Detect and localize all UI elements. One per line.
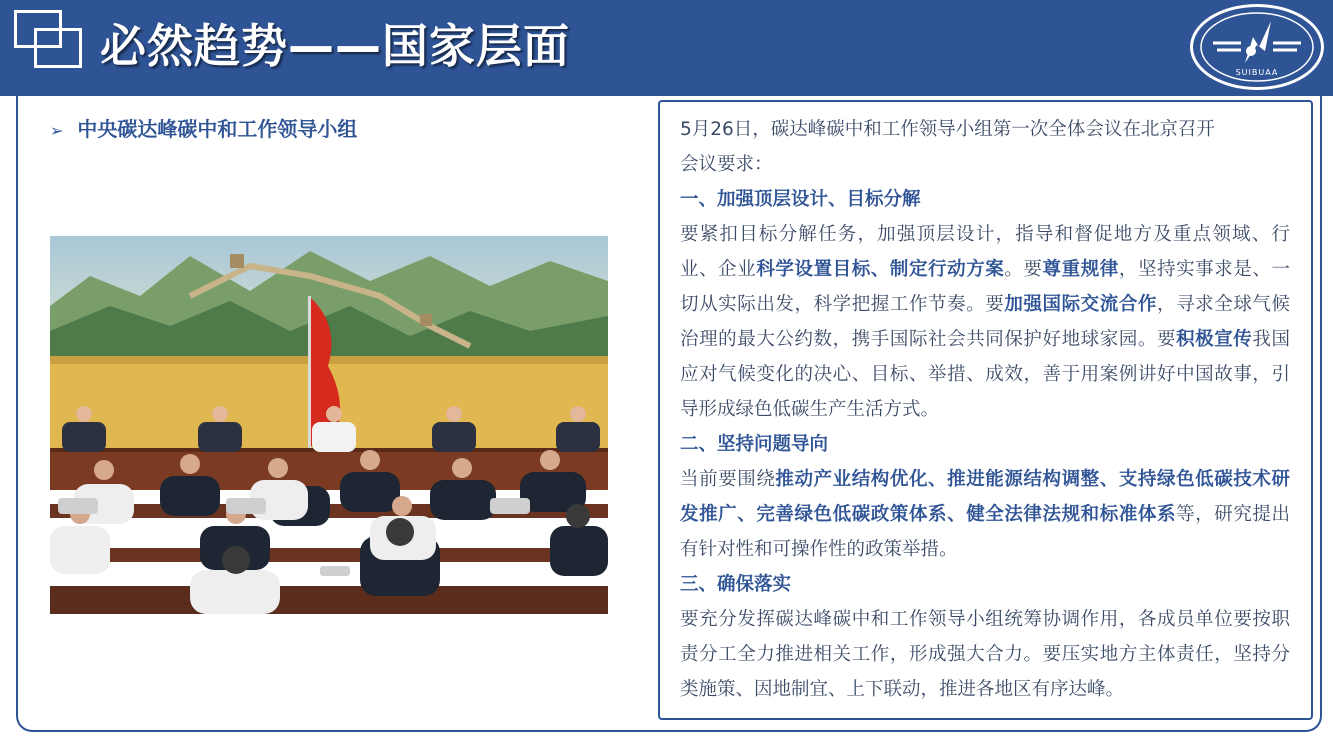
meeting-photo — [50, 236, 608, 614]
meeting-date-line: 5月26日，碳达峰碳中和工作领导小组第一次全体会议在北京召开 — [680, 119, 1215, 140]
section-heading — [50, 114, 357, 144]
logo-text: SUIBUAA — [1235, 68, 1279, 77]
section-3-body: 要充分发挥碳达峰碳中和工作领导小组统筹协调作用，各成员单位要按职责分工全力推进相关工作，形成强大合力。要压实地方主体责任，坚持分类施策、因地制宜、上下联动，推进各地区有序达峰。 — [680, 609, 1290, 700]
section-1-body: 要紧扣目标分解任务，加强顶层设计，指导和督促地方及重点领域、行业、企业科学设置目标、制定行动方案。要尊重规律，坚持实事求是、一切从实际出发，科学把握工作节奏。要加强国际交流合作，寻求全球气候治理的最大公约数，携手国际社会共同保护好地球家园。要积极宣传我国应对气候变化的决心、目标、举措、成效，善于用案例讲好中国故事，引导形成绿色低碳生产生活方式。 — [680, 224, 1290, 420]
title-squares-icon — [14, 10, 84, 70]
meeting-requirements-panel — [658, 100, 1313, 720]
page-title: 必然趋势——国家层面 — [100, 19, 570, 73]
arrow-bullet-icon: ➢ — [50, 121, 64, 140]
section-2-body: 当前要围绕推动产业结构优化、推进能源结构调整、支持绿色低碳技术研发推广、完善绿色低碳政策体系、健全法律法规和标准体系等，研究提出有针对性和可操作性的政策举措。 — [680, 469, 1290, 560]
section-heading-text: 中央碳达峰碳中和工作领导小组 — [77, 117, 358, 141]
section-3-title: 三、确保落实 — [680, 574, 792, 595]
section-2-title: 二、坚持问题导向 — [680, 434, 829, 455]
section-1-title: 一、加强顶层设计、目标分解 — [680, 189, 921, 210]
university-logo — [1190, 4, 1324, 90]
header-bar — [0, 0, 1333, 96]
meeting-requirements-label: 会议要求： — [680, 154, 773, 175]
